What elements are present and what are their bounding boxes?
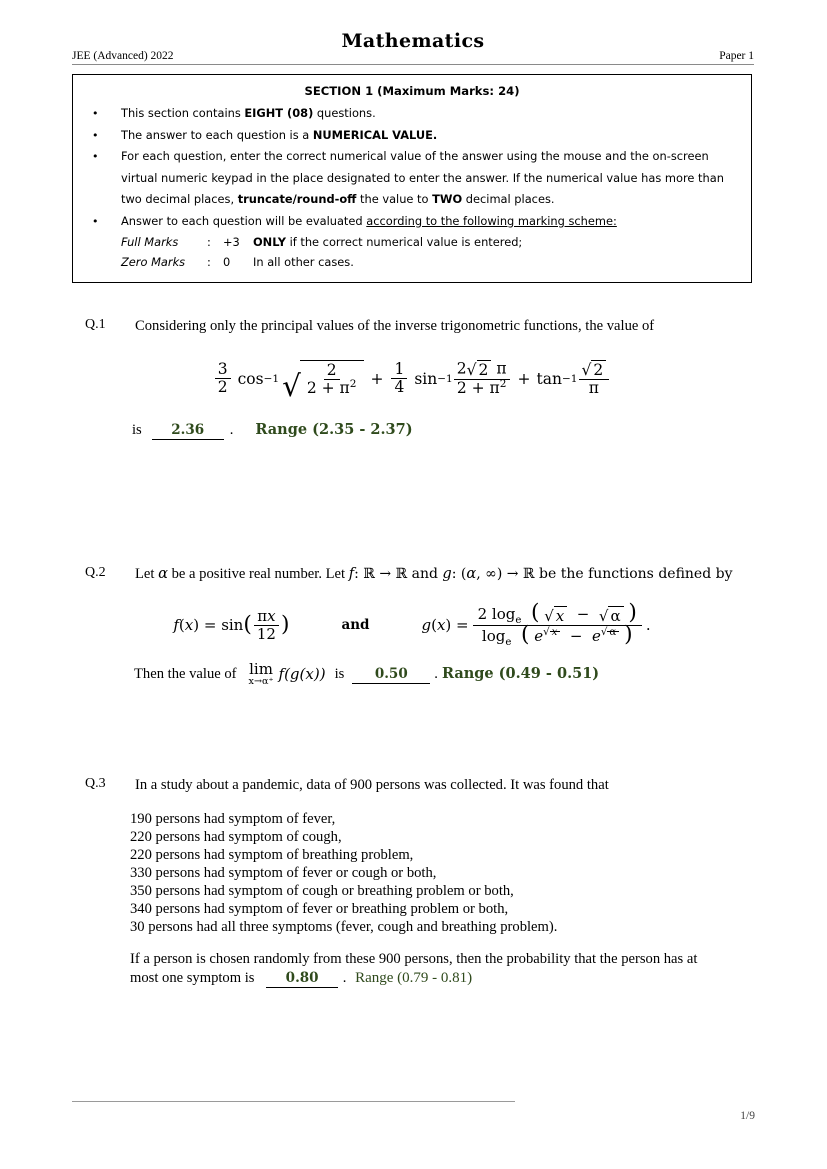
question-1-number: Q.1: [85, 317, 106, 332]
q2-stem-p1: Let: [135, 566, 159, 582]
q2-stem-p4: : (: [451, 566, 467, 582]
question-1-answer-row: [132, 421, 413, 440]
question-1-range: Range (2.35 - 2.37): [255, 421, 413, 438]
instruction-text: decimal places.: [462, 192, 555, 206]
question-2-limit-expression: f(g(x)): [278, 665, 326, 684]
header-rule: [72, 64, 754, 65]
instruction-emphasis: TWO: [432, 192, 463, 206]
instruction-text: questions.: [313, 106, 376, 120]
instruction-emphasis: NUMERICAL VALUE.: [312, 127, 438, 142]
instruction-text: the value to: [356, 192, 433, 206]
page-header: [72, 30, 754, 62]
section-instructions-box: [72, 74, 752, 283]
instruction-underline: according to the following marking scheme:: [366, 213, 617, 228]
statistic-line: 340 persons had symptom of fever or breathing problem or both,: [130, 901, 509, 917]
question-2-formula: f ( x ) = sin ( $\frac{\pi x}{12}$ ) and g ( x ) = 2 $\log_e$ ( √ x − √ α ) $\log_e$ ( e $^{√ x}$ − e $^{√ \alpha}$ ) .: [173, 600, 651, 649]
exam-name: JEE (Advanced) 2022: [72, 50, 174, 62]
instruction-item: [85, 103, 739, 125]
question-2-range: Range (0.49 - 0.51): [441, 664, 600, 682]
question-2-and-word: and: [341, 617, 370, 634]
instruction-item: [85, 125, 739, 147]
question-3-closing: [130, 950, 750, 988]
marks-description: ONLY if the correct numerical value is entered;: [253, 235, 523, 249]
statistic-line: 220 persons had symptom of breathing problem,: [130, 847, 414, 863]
question-3-answer-period: .: [342, 970, 347, 986]
question-3-closing-line-2: most one symptom is: [130, 970, 255, 986]
question-1-stem: Considering only the principal values of the inverse trigonometric functions, the value of: [135, 318, 655, 334]
marks-description: In all other cases.: [253, 254, 354, 269]
question-1-formula: $\frac{3}{2}$ cos −1 √ $\frac{2}{2 + \pi^2}$ + $\frac{1}{4}$ sin −1 2 √ 2 π $2 + \pi^2$ + tan −1 √ 2 π: [72, 360, 752, 398]
marks-colon: :: [207, 254, 211, 269]
statistic-line: 190 persons had symptom of fever,: [130, 811, 336, 827]
question-2-answer-period: .: [434, 665, 438, 682]
statistic-line: 330 persons had symptom of fever or cough or both,: [130, 865, 437, 881]
marking-scheme-row: [121, 253, 522, 273]
marks-description-emphasis: ONLY: [253, 235, 286, 249]
question-1-answer-prefix: is: [132, 422, 142, 438]
bullet-icon: •: [92, 150, 99, 163]
q2-alpha2-symbol: α: [466, 565, 477, 582]
question-2-limit-operator: lim: [249, 660, 273, 678]
statistic-line: 350 persons had symptom of cough or breathing problem or both,: [130, 883, 514, 899]
question-2-answer-prefix: Then the value of: [134, 665, 237, 682]
question-3-closing-line-1: If a person is chosen randomly from these 900 persons, then the probability that the person has at: [130, 951, 698, 967]
instruction-list: [85, 103, 739, 232]
statistic-line: 30 persons had all three symptoms (fever, cough and breathing problem).: [130, 919, 558, 935]
instruction-text: Answer to each question will be evaluated: [121, 213, 367, 228]
page-number: 1/9: [740, 1110, 755, 1122]
instruction-emphasis: truncate/round-off: [237, 192, 357, 206]
question-3-answer-blank[interactable]: 0.80: [266, 970, 338, 988]
instruction-emphasis: EIGHT (08): [244, 106, 314, 120]
instruction-item: [85, 211, 739, 233]
question-3-number: Q.3: [85, 776, 106, 791]
marking-scheme-table: [121, 233, 522, 272]
question-1-answer-blank[interactable]: 2.36: [152, 422, 224, 440]
marking-scheme-row: [121, 233, 522, 253]
q2-g-symbol: g: [442, 565, 452, 582]
marks-label: Zero Marks: [121, 254, 186, 269]
question-1-answer-period: .: [229, 422, 234, 438]
instruction-item: [85, 146, 739, 211]
document-title: Mathematics: [341, 30, 485, 52]
marks-colon: :: [207, 235, 211, 249]
q2-stem-p2: be a positive real number. Let: [167, 566, 349, 582]
bullet-icon: •: [92, 107, 99, 120]
question-2-stem: [135, 564, 775, 584]
q2-stem-p5: , ∞) → ℝ be the functions defined by: [476, 566, 733, 582]
marks-label: Full Marks: [121, 235, 179, 249]
q2-alpha-symbol: α: [158, 565, 168, 582]
question-2-answer-blank[interactable]: 0.50: [352, 666, 430, 684]
question-2-answer-row: [134, 662, 599, 687]
question-3-stem: In a study about a pandemic, data of 900 persons was collected. It was found that: [135, 777, 609, 793]
question-2-answer-is: is: [334, 665, 345, 682]
instruction-text: The answer to each question is a: [121, 127, 313, 142]
question-2-number: Q.2: [85, 565, 106, 580]
bullet-icon: •: [92, 128, 99, 142]
q2-f-symbol: f: [348, 565, 355, 582]
paper-name: Paper 1: [719, 50, 754, 62]
question-3-range: Range (0.79 - 0.81): [355, 970, 473, 986]
question-3-statistics-list: [130, 810, 557, 936]
instruction-text: For each question, enter the correct numerical value of the answer using the mouse and the on-screen virtual numeric keypad in the place designated to enter the answer. If the numerical value has more than two decimal places,: [121, 149, 724, 206]
bullet-icon: •: [92, 214, 99, 228]
marks-value: +3: [223, 235, 240, 249]
q2-stem-p3: : ℝ → ℝ and: [354, 566, 443, 582]
question-2-limit-subscript: x→α⁺: [248, 676, 274, 687]
instruction-text: This section contains: [121, 106, 245, 120]
footer-rule: [72, 1101, 515, 1102]
statistic-line: 220 persons had symptom of cough,: [130, 829, 342, 845]
section-title: SECTION 1 (Maximum Marks: 24): [304, 84, 520, 98]
marks-value: 0: [223, 254, 231, 269]
question-3-closing-line-2-row: [130, 969, 750, 988]
